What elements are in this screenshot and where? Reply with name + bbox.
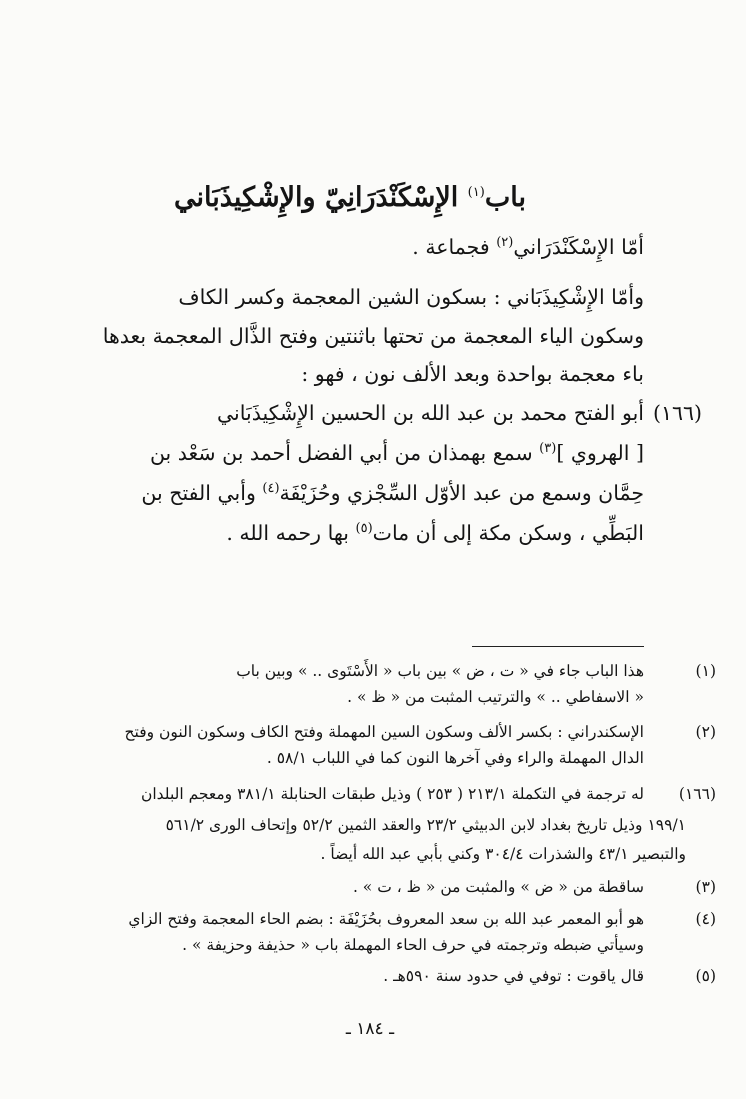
body-line: وسكون الياء المعجمة من تحتها باثنتين وفتح الذَّال المعجمة بعدها	[102, 324, 644, 348]
entry-number: (١٦٦)	[652, 401, 702, 425]
body-text: فجماعة .	[412, 235, 497, 259]
entry-text: البَطِّي ، وسكن مكة إلى أن مات	[372, 521, 644, 545]
footnote-line: قال ياقوت : توفي في حدود سنة ٥٩٠هـ .	[383, 967, 644, 985]
footnote-ref-1[interactable]: (١)	[467, 185, 485, 200]
footnote-line: وسيأتي ضبطه وترجمته في حرف الحاء المهملة باب « حذيفة وحزيفة » .	[182, 936, 644, 954]
footnote-line: الإسكندراني : بكسر الألف وسكون السين المهملة وفتح الكاف وسكون النون وفتح	[124, 723, 644, 741]
entry-line: أبو الفتح محمد بن عبد الله بن الحسين الإِشْكِيذَبَاني	[216, 401, 644, 425]
footnote-ref-3[interactable]: (٣)	[539, 441, 557, 457]
body-line: باء معجمة بواحدة وبعد الألف نون ، فهو :	[301, 362, 644, 386]
footnote-number: (٥)	[695, 967, 716, 985]
footnote-separator	[472, 646, 644, 647]
body-line: وأمّا الإِشْكِيذَبَاني : بسكون الشين المعجمة وكسر الكاف	[178, 285, 644, 309]
chapter-title-word: باب	[484, 182, 526, 213]
footnote-ref-4[interactable]: (٤)	[262, 481, 280, 497]
entry-line	[104, 476, 644, 510]
entry-text: بها رحمه الله .	[226, 521, 356, 545]
footnote-line: « الاسفاطي .. » والترتيب المثبت من « ظ » .	[347, 688, 644, 706]
footnote-line: هو أبو المعمر عبد الله بن سعد المعروف بحُزَيْفَة : بضم الحاء المعجمة وفتح الزاي	[128, 910, 644, 928]
entry-text: [ الهروي ]	[556, 441, 644, 465]
footnote-line: هذا الباب جاء في « ت ، ض » بين باب « الأَسْتَوى .. » وبين باب	[236, 662, 644, 680]
page-number: ـ ١٨٤ ـ	[345, 1019, 395, 1039]
footnote-line: ساقطة من « ض » والمثبت من « ظ ، ت » .	[352, 878, 644, 896]
chapter-title	[140, 178, 560, 218]
entry-text: سمع بهمذان من أبي الفضل أحمد بن سَعْد بن	[149, 441, 540, 465]
footnote-line: له ترجمة في التكملة ٢١٣/١ ( ٢٥٣ ) وذيل طبقات الحنابلة ٣٨١/١ ومعجم البلدان	[140, 785, 644, 803]
entry-text: وأبي الفتح بن	[141, 481, 263, 505]
entry-text: حِمَّان وسمع من عبد الأوّل السِّجْزي وحُزَيْفَة	[279, 481, 644, 505]
footnote-line: والتبصير ٤٣/١ والشذرات ٣٠٤/٤ وكني بأبي عبد الله أيضاً .	[320, 845, 686, 863]
footnote-number: (٣)	[695, 878, 716, 896]
chapter-title-text: الإِسْكَنْدَرَانِيّ والإِشْكِيذَبَاني	[174, 182, 468, 213]
footnote-ref-2[interactable]: (٢)	[496, 235, 514, 251]
body-line	[104, 230, 644, 264]
footnote-number: (٤)	[695, 910, 716, 928]
footnote-ref-5[interactable]: (٥)	[355, 521, 373, 537]
footnote-number: (١)	[695, 662, 716, 680]
footnote-line: ١٩٩/١ وذيل تاريخ بغداد لابن الدبيثي ٢٣/٢ والعقد الثمين ٥٢/٢ وإتحاف الورى ٥٦١/٢	[165, 816, 686, 834]
entry-line	[104, 436, 644, 470]
entry-line	[104, 516, 644, 550]
footnote-number: (٢)	[695, 723, 716, 741]
body-text: أمّا الإِسْكَنْدَرَاني	[513, 235, 644, 259]
footnote-line: الدال المهملة والراء وفي آخرها النون كما في اللباب ٥٨/١ .	[266, 749, 644, 767]
footnote-number: (١٦٦)	[678, 785, 716, 803]
